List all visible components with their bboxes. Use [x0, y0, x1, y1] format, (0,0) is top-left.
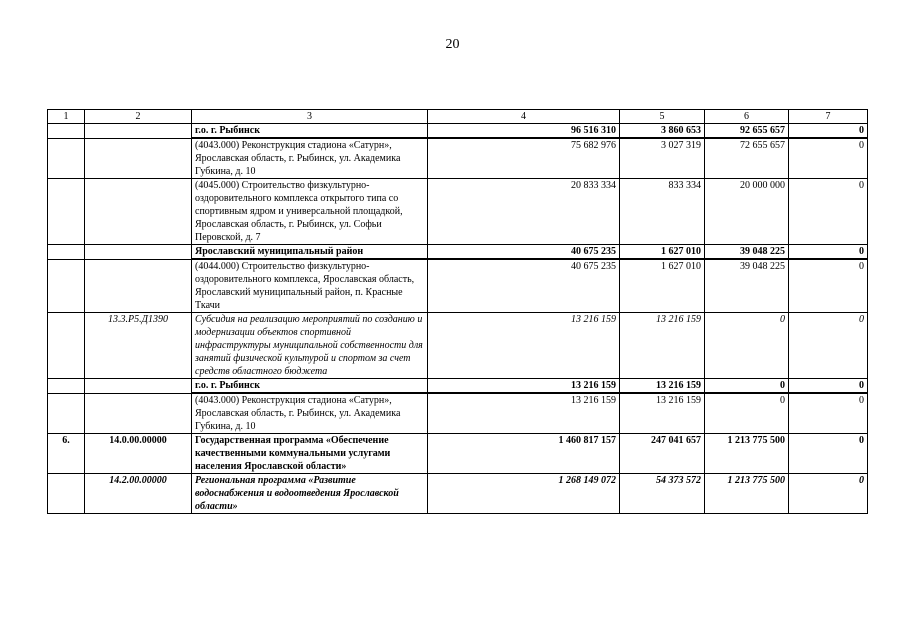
amount-col5-cell: 13 216 159	[620, 393, 705, 434]
row-number-cell	[48, 379, 85, 394]
code-cell	[85, 393, 192, 434]
column-header: 2	[85, 110, 192, 124]
column-number-header	[48, 110, 868, 124]
amount-col6-cell: 1 213 775 500	[705, 474, 789, 514]
row-number-cell	[48, 138, 85, 179]
page-number: 20	[445, 37, 460, 52]
amount-col6-cell: 39 048 225	[705, 245, 789, 260]
amount-col7-cell: 0	[789, 393, 868, 434]
amount-col5-cell: 3 860 653	[620, 124, 705, 139]
amount-col6-cell: 72 655 657	[705, 138, 789, 179]
column-header: 1	[48, 110, 85, 124]
amount-col5-cell: 833 334	[620, 179, 705, 245]
name-cell: Региональная программа «Развитие водоснабжения и водоотведения Ярославской области»	[192, 474, 428, 514]
table-body	[48, 124, 868, 514]
amount-col6-cell: 0	[705, 393, 789, 434]
amount-col7-cell: 0	[789, 474, 868, 514]
column-header: 7	[789, 110, 868, 124]
column-header: 4	[428, 110, 620, 124]
amount-col6-cell: 0	[705, 379, 789, 394]
amount-total-cell: 40 675 235	[428, 245, 620, 260]
amount-col5-cell: 3 027 319	[620, 138, 705, 179]
amount-total-cell: 13 216 159	[428, 313, 620, 379]
table-row	[48, 179, 868, 245]
amount-col5-cell: 54 373 572	[620, 474, 705, 514]
amount-col7-cell: 0	[789, 379, 868, 394]
row-number-cell	[48, 259, 85, 313]
code-cell	[85, 245, 192, 260]
table-row	[48, 124, 868, 139]
amount-col6-cell: 39 048 225	[705, 259, 789, 313]
name-cell: (4043.000) Реконструкция стадиона «Сатурн», Ярославская область, г. Рыбинск, ул. Академика Губкина, д. 10	[192, 393, 428, 434]
name-cell: (4043.000) Реконструкция стадиона «Сатурн», Ярославская область, г. Рыбинск, ул. Академика Губкина, д. 10	[192, 138, 428, 179]
amount-col6-cell: 92 655 657	[705, 124, 789, 139]
table-row	[48, 245, 868, 260]
column-header: 3	[192, 110, 428, 124]
row-number-cell	[48, 179, 85, 245]
amount-col5-cell: 247 041 657	[620, 434, 705, 474]
table-row	[48, 138, 868, 179]
amount-total-cell: 75 682 976	[428, 138, 620, 179]
table-row	[48, 434, 868, 474]
row-number-cell	[48, 474, 85, 514]
amount-col7-cell: 0	[789, 124, 868, 139]
row-number-cell	[48, 313, 85, 379]
code-cell: 14.0.00.00000	[85, 434, 192, 474]
amount-col5-cell: 1 627 010	[620, 259, 705, 313]
amount-col6-cell: 0	[705, 313, 789, 379]
table-row	[48, 379, 868, 394]
amount-total-cell: 40 675 235	[428, 259, 620, 313]
amount-total-cell: 13 216 159	[428, 393, 620, 434]
name-cell: (4045.000) Строительство физкультурно-оздоровительного комплекса открытого типа со спортивным ядром и универсальной площадкой, Ярославская область, г. Рыбинск, ул. Софьи Перовской, д. 7	[192, 179, 428, 245]
amount-total-cell: 96 516 310	[428, 124, 620, 139]
name-cell: г.о. г. Рыбинск	[192, 379, 428, 394]
amount-total-cell: 13 216 159	[428, 379, 620, 394]
table-row	[48, 474, 868, 514]
amount-col6-cell: 20 000 000	[705, 179, 789, 245]
amount-col6-cell: 1 213 775 500	[705, 434, 789, 474]
code-cell	[85, 124, 192, 139]
row-number-cell	[48, 393, 85, 434]
code-cell	[85, 259, 192, 313]
amount-total-cell: 20 833 334	[428, 179, 620, 245]
amount-col7-cell: 0	[789, 434, 868, 474]
amount-col7-cell: 0	[789, 179, 868, 245]
amount-col7-cell: 0	[789, 245, 868, 260]
code-cell	[85, 179, 192, 245]
code-cell	[85, 138, 192, 179]
code-cell: 13.3.Р5.Д1390	[85, 313, 192, 379]
name-cell: (4044.000) Строительство физкультурно-оздоровительного комплекса, Ярославская область, Ярославский муниципальный район, п. Красные Ткачи	[192, 259, 428, 313]
name-cell: Субсидия на реализацию мероприятий по созданию и модернизации объектов спортивной инфраструктуры муниципальной собственности для занятий физической культурой и спортом за счет средств областного бюджета	[192, 313, 428, 379]
amount-col5-cell: 1 627 010	[620, 245, 705, 260]
amount-col5-cell: 13 216 159	[620, 313, 705, 379]
name-cell: г.о. г. Рыбинск	[192, 124, 428, 139]
column-header: 6	[705, 110, 789, 124]
amount-total-cell: 1 268 149 072	[428, 474, 620, 514]
column-header: 5	[620, 110, 705, 124]
table-row	[48, 313, 868, 379]
amount-col5-cell: 13 216 159	[620, 379, 705, 394]
budget-table	[47, 109, 868, 514]
amount-col7-cell: 0	[789, 313, 868, 379]
name-cell: Государственная программа «Обеспечение качественными коммунальными услугами населения Ярославской области»	[192, 434, 428, 474]
amount-total-cell: 1 460 817 157	[428, 434, 620, 474]
code-cell	[85, 379, 192, 394]
table-row	[48, 393, 868, 434]
table-row	[48, 259, 868, 313]
code-cell: 14.2.00.00000	[85, 474, 192, 514]
amount-col7-cell: 0	[789, 138, 868, 179]
row-number-cell	[48, 245, 85, 260]
row-number-cell: 6.	[48, 434, 85, 474]
name-cell: Ярославский муниципальный район	[192, 245, 428, 260]
row-number-cell	[48, 124, 85, 139]
amount-col7-cell: 0	[789, 259, 868, 313]
